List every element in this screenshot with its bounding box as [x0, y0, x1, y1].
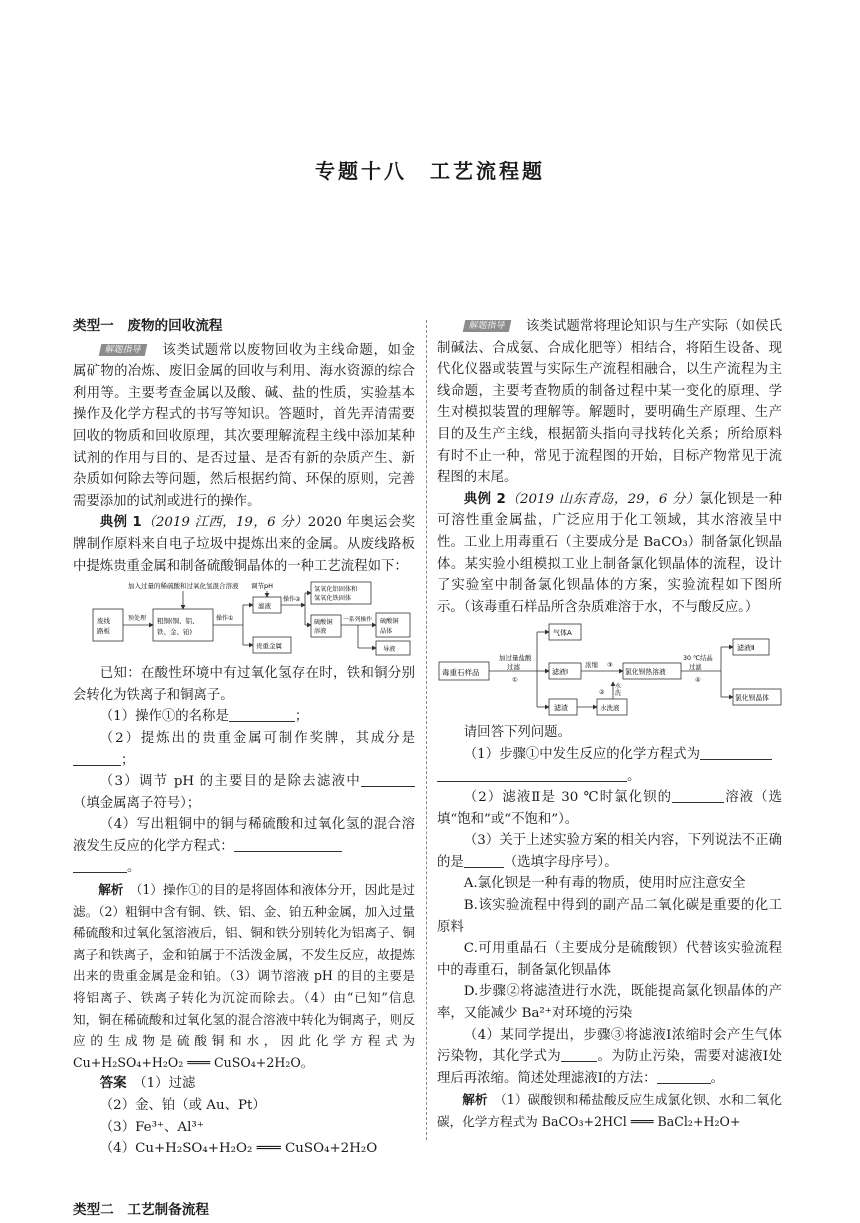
analysis2-label: 解析 — [462, 1092, 488, 1108]
flow1-box-start — [93, 609, 123, 641]
flow1-waste: 导液 — [383, 646, 396, 654]
flow2-water: 水 — [615, 683, 622, 691]
r-answer-blank-1a[interactable] — [700, 744, 772, 760]
question1-text: （1）操作①的名称是 — [99, 709, 229, 725]
r-question4 — [437, 1025, 782, 1090]
question3-text: （3）调节 pH 的主要目的是除去滤液中 — [99, 774, 361, 790]
analysis2-text: （1）碳酸钡和稀盐酸反应生成氯化钡、水和二氧化碳，化学方程式为 BaCO₃+2HCl ═══ BaCl₂+H₂O+ — [437, 1092, 783, 1129]
r-question4-end: 。 — [710, 1070, 724, 1086]
flow1-box-crude-copper — [153, 609, 213, 641]
analysis1 — [73, 879, 415, 1073]
flow1-pretreat: 预处理 — [128, 615, 147, 623]
flow1-reagent: 加入过量的稀硫酸和过氧化氢混合溶液 — [128, 582, 239, 591]
r-answer-blank-2[interactable] — [672, 787, 724, 803]
answer-1: （1）过滤 — [139, 1076, 196, 1092]
flow1-filtrate: 滤液 — [258, 602, 271, 611]
question1-end: ； — [294, 709, 309, 725]
r-question2-text-end: 溶液（选填“饱和”或“不饱和”）。 — [437, 790, 783, 827]
flowchart-2 — [437, 622, 782, 718]
example2-label: 典例 2 — [463, 491, 506, 507]
answer-3: （3）Fe³⁺、Al³⁺ — [99, 1119, 204, 1135]
flow2-wash: 洗 — [615, 690, 622, 698]
question4-end: 。 — [127, 860, 141, 876]
flow2-residue: 滤渣 — [554, 704, 568, 713]
flow2-concentrate: 浓缩 — [585, 661, 598, 670]
analysis2 — [437, 1089, 782, 1132]
flow1-ppt-line1: 氢氧化铝固体和 — [314, 586, 358, 594]
guide2-paragraph — [437, 316, 782, 489]
flow2-hot-solution: 氯化钡热溶液 — [625, 668, 666, 677]
flow2-step4: ④ — [695, 677, 701, 685]
question1 — [73, 706, 415, 728]
flow2-filtrate1: 滤液Ⅰ — [552, 668, 569, 677]
answer-label: 答案 — [99, 1076, 127, 1092]
question2-text: （2）提炼出的贵重金属可制作奖牌，其成分是 — [99, 730, 415, 746]
type2-heading: 类型二 工艺制备流程 — [73, 1201, 209, 1218]
prompt: 请回答下列问题。 — [463, 725, 571, 741]
question3 — [73, 771, 415, 814]
flow1-crystal-line1: 硫酸铜 — [380, 618, 399, 626]
question4-text: （4）写出粗铜中的铜与稀硫酸和过氧化氢的混合溶液发生反应的化学方程式： — [73, 817, 415, 854]
r-question3 — [437, 830, 782, 873]
flow2-gas: 气体A — [553, 629, 572, 638]
flow1-mix-line1: 粗铜(铜、铝、 — [157, 617, 199, 626]
flow2-crystallize: 30 ℃结晶 — [683, 655, 713, 663]
answer-list — [73, 1095, 415, 1160]
flow2-acid: 加过量盐酸 — [499, 654, 532, 663]
r-answer-blank-4a[interactable] — [561, 1046, 597, 1062]
option-b: B.该实验流程中得到的副产品二氧化碳是重要的化工原料 — [437, 898, 782, 935]
type1-heading: 类型一 废物的回收流程 — [73, 318, 223, 334]
example1-text: 2020 年奥运会奖牌制作原料来自电子垃圾中提炼出来的金属。从废线路板中提炼贵重金属和制备硫酸铜晶体的一种工艺流程如下： — [73, 515, 415, 574]
guide2-text: 该类试题常将理论知识与生产实际（如侯氏制碱法、合成氨、合成化肥等）相结合，将陌生设备、现代化仪器或装置与实际生产流程相融合，以生产流程为主线命题，主要考查物质的制备过程中某一变化的原理、学生对模拟装置的理解等。解题时，要明确生产原理、生产目的及生产主线，根据箭头指向寻找转化关系；所给原料有时不止一种，常见于流程图的开始，目标产物常见于流程图的末尾。 — [437, 319, 782, 486]
r-question1-text: （1）步骤①中发生反应的化学方程式为 — [463, 746, 700, 762]
flow2-filter4: 过滤 — [689, 664, 702, 672]
analysis1-label: 解析 — [98, 882, 124, 898]
guide1-paragraph — [73, 340, 415, 513]
example1-paragraph — [73, 512, 415, 577]
flow1-op1: 操作① — [216, 615, 234, 623]
r-question3-text-end: （选填字母序号）。 — [503, 854, 618, 870]
flow2-filter: 过滤 — [507, 663, 520, 672]
r-question1 — [437, 744, 782, 787]
question3-text-end: （填金属离子符号）； — [73, 795, 201, 811]
r-answer-blank-1b[interactable] — [437, 766, 627, 782]
flow1-cuso4-line2: 溶液 — [314, 628, 327, 636]
example1-source: （2019 江西，19，6 分） — [141, 515, 308, 531]
known-info: 已知：在酸性环境中有过氧化氢存在时，铁和铜分别会转化为铁离子和铜离子。 — [73, 666, 415, 703]
question4 — [73, 814, 415, 879]
answer-blank-3[interactable] — [361, 771, 415, 787]
answer-blank-4a[interactable] — [234, 836, 342, 852]
flow1-adjust-ph: 调节pH — [251, 582, 274, 591]
guide1-text: 该类试题常以废物回收为主线命题，如金属矿物的冶炼、废旧金属的回收与利用、海水资源的综合利用等。主要考查金属以及酸、碱、盐的性质，实验基本操作及化学方程式的书写等知识。答题时，首先弄清需要回收的物质和回收原理，其次要理解流程主线中添加某种试剂的作用与目的、是否过量、是否有新的杂质产生、新杂质如何除去等问题，然后根据约简、环保的原则，完善需要添加的试剂或进行的操作。 — [73, 342, 415, 509]
flow2-step3: ③ — [607, 661, 613, 670]
guide2-badge: 解题指导 — [463, 320, 512, 332]
r-question1-end: 。 — [627, 768, 641, 784]
answer-blank-2[interactable] — [73, 750, 121, 766]
flow1-cuso4-line1: 硫酸铜 — [314, 619, 333, 627]
r-question4-text-mid: 。为防止污染，需要对滤液Ⅰ处理后再浓缩。简述处理滤液Ⅰ的方法： — [437, 1049, 783, 1086]
question2-end: ； — [121, 752, 135, 768]
answer-blank-1[interactable] — [229, 706, 295, 722]
page-title: 专题十八 工艺流程题 — [315, 159, 545, 183]
flow1-start-line1: 废线 — [97, 617, 110, 626]
answer-heading-row — [73, 1073, 415, 1095]
right-column — [437, 316, 782, 1133]
flow2-filtrate2: 滤液Ⅱ — [737, 644, 755, 653]
column-divider — [426, 320, 427, 1140]
flow1-precious: 贵重金属 — [256, 642, 282, 651]
example2-text: 氯化钡是一种可溶性重金属盐，广泛应用于化工领域，其水溶液呈中性。工业上用毒重石（主要成分是 BaCO₃）制备氯化钡晶体。某实验小组模拟工业上制备氯化钡晶体的流程，设计了实验室中制备氯化钡晶体的方案，实验流程如下图所示。（该毒重石样品所含杂质难溶于水，不与酸反应。） — [437, 491, 783, 615]
flow1-crystal-line2: 晶体 — [380, 628, 393, 636]
flow1-op2: 操作② — [283, 596, 301, 604]
flow2-crystal: 氯化钡晶体 — [735, 694, 769, 703]
guide-badge: 解题指导 — [99, 344, 148, 356]
r-answer-blank-3[interactable] — [464, 852, 504, 868]
flow1-mix-line2: 铁、金、铂) — [157, 628, 193, 637]
flow2-step2: ② — [599, 689, 605, 697]
r-question3-text: （3）关于上述实验方案的相关内容，下列说法不正确的是 — [437, 833, 782, 870]
example2-paragraph — [437, 489, 782, 619]
answer-2: （2）金、铂（或 Au、Pt） — [99, 1098, 266, 1113]
option-c: C.可用重晶石（主要成分是硫酸钡）代替该实验流程中的毒重石，制备氯化钡晶体 — [437, 941, 782, 978]
flow2-wash-liquid: 水洗液 — [600, 704, 620, 713]
analysis1-text: （1）操作①的目的是将固体和液体分开，因此是过滤。（2）粗铜中含有铜、铁、铝、金、铂五种金属，加入过量稀硫酸和过氧化氢溶液后，铝、铜和铁分别转化为铝离子、铜离子和铁离子，金和铂属于不活泼金属，不发生反应，故提炼出来的贵重金属是金和铂。（3）调节溶液 pH 的目的主要是将铝离子、铁离子转化为沉淀而除去。（4）由“已知”信息知，铜在稀硫酸和过氧化氢的混合溶液中转化为铜离子，则反应的生成物是硫酸铜和水，因此化学方程式为 Cu+H₂SO₄+H₂O₂ ═══ CuSO₄+2H₂O。 — [73, 882, 416, 1070]
flow1-series: 一系列操作 — [343, 617, 372, 624]
r-question4-text: （4）某同学提出，步骤③将滤液Ⅰ浓缩时会产生气体污染物，其化学式为 — [437, 1027, 782, 1065]
flow2-step1: ① — [512, 676, 518, 685]
left-column — [73, 316, 415, 1223]
r-answer-blank-4b[interactable] — [657, 1068, 711, 1084]
flow2-sample: 毒重石样品 — [442, 668, 480, 678]
flow1-start-line2: 路板 — [97, 627, 110, 636]
example2-source: （2019 山东青岛，29，6 分） — [505, 491, 700, 507]
question2 — [73, 728, 415, 771]
r-question2-text: （2）滤液Ⅱ是 30 ℃时氯化钡的 — [463, 790, 673, 806]
option-a: A.氯化钡是一种有毒的物质，使用时应注意安全 — [463, 876, 746, 892]
flow1-ppt-line2: 氢氧化铁固体 — [314, 595, 352, 603]
answer-blank-4b[interactable] — [73, 857, 127, 873]
option-d: D.步骤②将滤渣进行水洗，既能提高氯化钡晶体的产率，又能减少 Ba²⁺对环境的污染 — [437, 984, 782, 1022]
r-question2 — [437, 787, 782, 830]
example1-label: 典例 1 — [99, 515, 142, 531]
answer-4: （4）Cu+H₂SO₄+H₂O₂ ═══ CuSO₄+2H₂O — [99, 1141, 378, 1157]
flowchart-1 — [73, 579, 415, 659]
